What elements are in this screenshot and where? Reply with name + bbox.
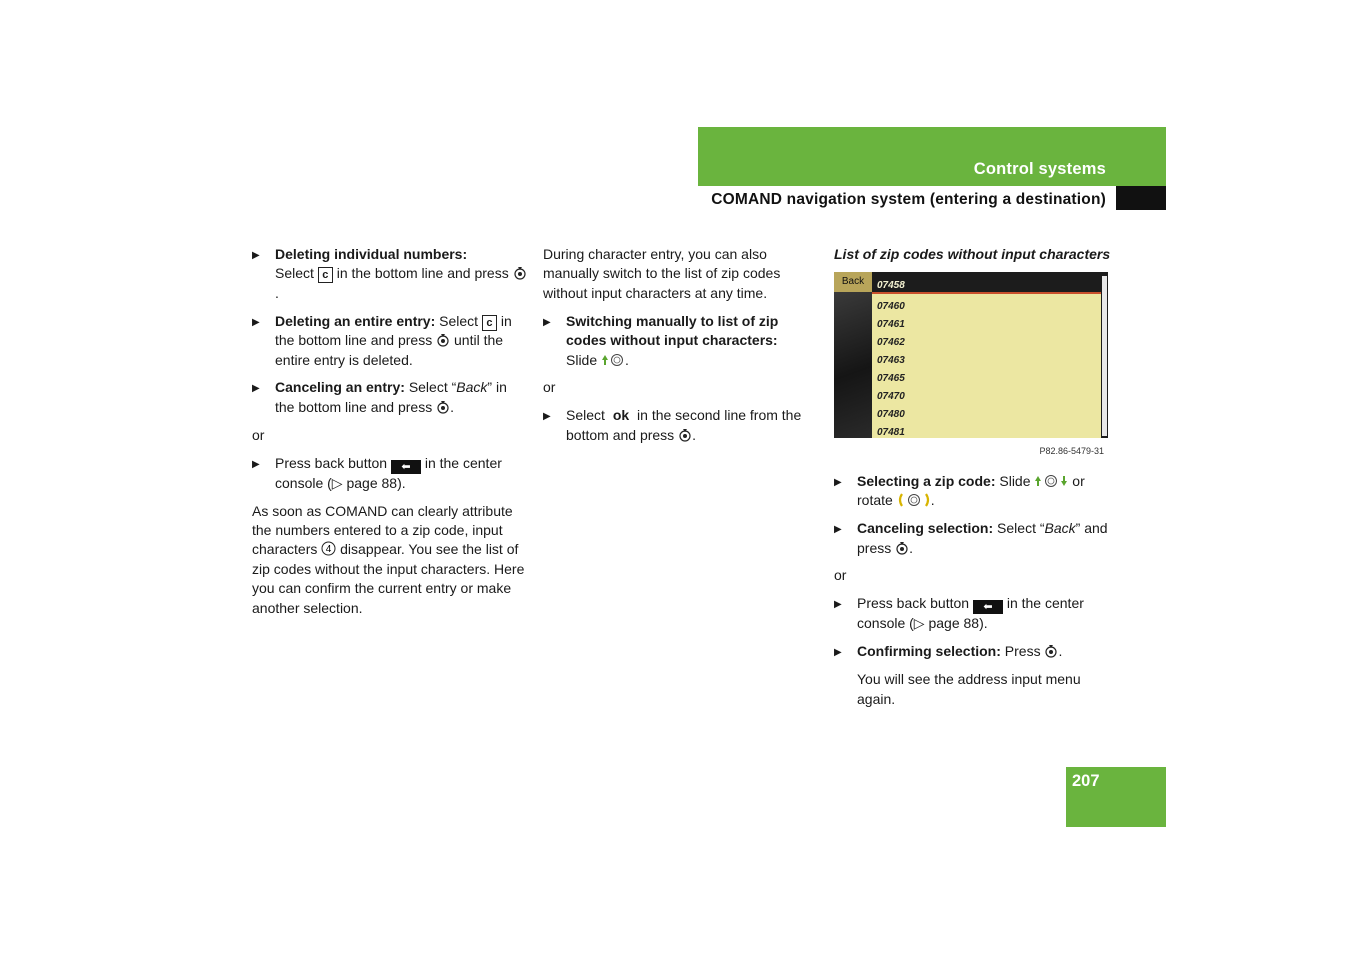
result-text: You will see the address input menu again. — [857, 671, 1081, 707]
step-label: Canceling selection: — [857, 520, 994, 537]
step-back-button — [834, 594, 1114, 633]
text: Back — [1044, 520, 1076, 537]
step-delete-numbers — [252, 245, 527, 303]
text: . — [625, 351, 629, 368]
text: until the entire entry is deleted. — [275, 332, 504, 368]
zip-code-list — [872, 294, 1101, 438]
text: . — [275, 284, 279, 301]
column-3 — [834, 245, 1114, 717]
scrollbar — [1102, 276, 1107, 436]
text: ” and press — [857, 520, 1108, 556]
text: ” in the bottom line and press — [275, 379, 507, 415]
circled-number-icon — [321, 541, 336, 556]
text: Back — [456, 379, 488, 396]
step-label: Switching manually to list of zip codes without input characters: — [566, 312, 779, 349]
text: . — [1058, 643, 1063, 660]
text: in the center console (▷ page 88). — [275, 454, 502, 491]
column-1 — [252, 245, 527, 627]
step-select-zip — [834, 472, 1114, 511]
text: Slide — [999, 472, 1031, 489]
page-number: 207 — [1072, 772, 1100, 790]
zip-list-item: 07465 — [877, 373, 905, 385]
text: As soon as COMAND can clearly attribute the numbers entered to a zip code, input characters — [252, 502, 513, 558]
zip-list-item: 07481 — [877, 427, 905, 439]
text: Press back button — [857, 595, 970, 612]
or-text: or — [543, 379, 556, 396]
header-black-tab — [1116, 186, 1166, 210]
step-label: Deleting individual numbers: — [275, 246, 468, 262]
back-button-icon: ⬅ — [973, 600, 1003, 614]
text: Select “ — [997, 520, 1045, 537]
column-2 — [543, 245, 816, 454]
step-cancel-entry — [252, 378, 527, 417]
text: Select “ — [408, 379, 457, 396]
image-reference: P82.86-5479-31 — [1039, 446, 1104, 457]
svg-text:4: 4 — [325, 544, 332, 556]
selected-zip-bar — [872, 272, 1102, 292]
slide-up-down-icon — [1034, 474, 1068, 488]
paragraph — [252, 502, 527, 618]
back-label: Back — [834, 272, 872, 292]
zip-list-item: 07462 — [877, 337, 905, 349]
zip-list-item: 07463 — [877, 355, 905, 367]
ok-key-icon: ok — [612, 407, 630, 424]
text: in the second line from the bottom and press — [566, 407, 802, 443]
controller-press-icon — [436, 400, 450, 414]
or-text: or — [252, 426, 265, 443]
text: Press back button — [275, 454, 388, 471]
back-button-icon: ⬅ — [391, 460, 421, 474]
zip-list-item: 07470 — [877, 391, 905, 403]
text: Slide — [566, 351, 598, 368]
text: Press — [1004, 643, 1041, 660]
text: in the bottom line and press — [275, 312, 512, 349]
intro-paragraph: During character entry, you can also manually switch to the list of zip codes without input characters at any time. — [543, 246, 781, 301]
text: . — [692, 426, 696, 443]
text: Select — [439, 312, 479, 329]
step-label: Selecting a zip code: — [857, 472, 996, 489]
controller-press-icon — [678, 428, 692, 442]
controller-press-icon — [895, 541, 909, 555]
step-delete-entry — [252, 312, 527, 370]
step-back-button — [252, 454, 527, 493]
text: or rotate — [857, 472, 1085, 509]
rotate-icon — [897, 493, 931, 507]
text: Select — [566, 407, 605, 424]
page-number-box — [1066, 767, 1166, 827]
zip-list-item: 07480 — [877, 409, 905, 421]
or-text: or — [834, 567, 847, 584]
step-select-ok — [543, 406, 816, 445]
slide-up-icon — [601, 353, 625, 367]
controller-press-icon — [1044, 644, 1058, 658]
c-key-icon: c — [482, 315, 497, 331]
selected-zip: 07458 — [877, 280, 905, 292]
text: in the center console (▷ page 88). — [857, 595, 1084, 632]
text: . — [909, 539, 914, 556]
map-pane — [834, 292, 872, 438]
text: Select — [275, 265, 314, 282]
controller-press-icon — [513, 266, 527, 280]
section-title: Control systems — [973, 160, 1106, 178]
step-switch-list — [543, 312, 816, 370]
subsection-title: COMAND navigation system (entering a destination) — [711, 191, 1106, 208]
step-label: Deleting an entire entry: — [275, 312, 436, 329]
controller-press-icon — [436, 333, 450, 347]
zip-list-item: 07461 — [877, 319, 905, 331]
text: in the bottom line and press — [336, 265, 509, 282]
figure-caption: List of zip codes without input characters — [834, 246, 1111, 262]
c-key-icon: c — [318, 267, 333, 283]
text: disappear. You see the list of zip codes without the input characters. Here you can confirm the current entry or make another selection. — [252, 541, 525, 616]
step-cancel-selection — [834, 519, 1114, 558]
step-label: Confirming selection: — [857, 643, 1001, 660]
text: . — [450, 398, 454, 415]
zip-code-screen — [834, 272, 1108, 438]
zip-list-item: 07460 — [877, 301, 905, 313]
text: . — [930, 492, 935, 509]
step-label: Canceling an entry: — [275, 379, 405, 396]
step-confirm-selection — [834, 642, 1114, 661]
